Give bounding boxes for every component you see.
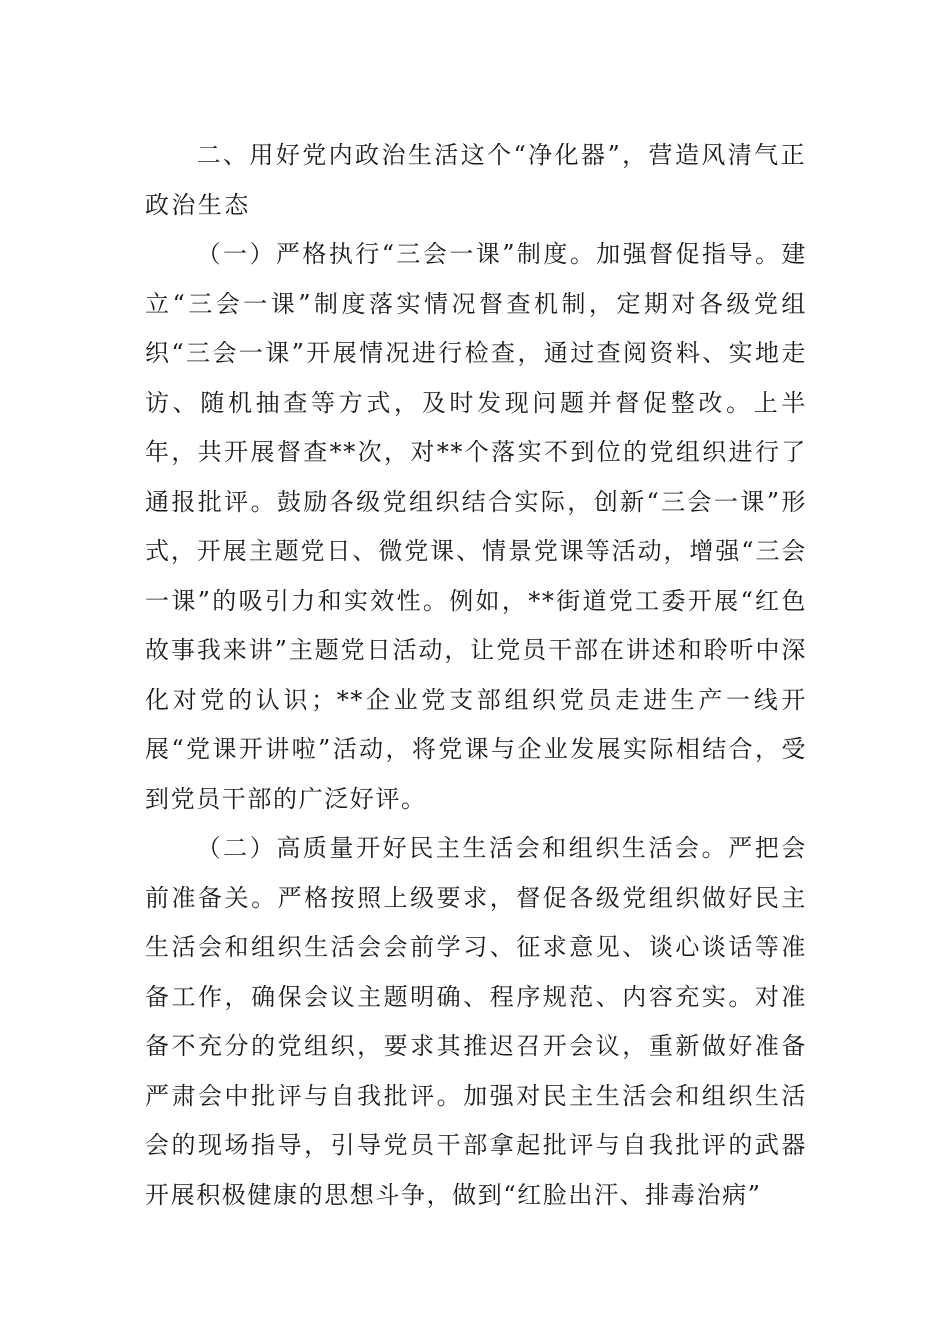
paragraph-democratic-life-meeting: （二）高质量开好民主生活会和组织生活会。严把会前准备关。严格按照上级要求，督促各级党组织做好民主生活会和组织生活会会前学习、征求意见、谈心谈话等准备工作，确保会议主题明确、程序规范、内容充实。对准备不充分的党组织，要求其推迟召开会议，重新做好准备严肃会中批评与自我批评。加强对民主生活会和组织生活会的现场指导，引导党员干部拿起批评与自我批评的武器开展积极健康的思想斗争，做到“红脸出汗、排毒治病” — [145, 834, 807, 1209]
paragraph-three-meetings-one-lesson: （一）严格执行“三会一课”制度。加强督促指导。建立“三会一课”制度落实情况督查机制，定期对各级党组织“三会一课”开展情况进行检查，通过查阅资料、实地走访、随机抽查等方式，及时发现问题并督促整改。上半年，共开展督查**次，对**个落实不到位的党组织进行了通报批评。鼓励各级党组织结合实际，创新“三会一课”形式，开展主题党日、微党课、情景党课等活动，增强“三会一课”的吸引力和实效性。例如，**街道党工委开展“红色故事我来讲”主题党日活动，让党员干部在讲述和聆听中深化对党的认识；**企业党支部组织党员走进生产一线开展“党课开讲啦”活动，将党课与企业发展实际相结合，受到党员干部的广泛好评。 — [145, 240, 807, 813]
document-body — [145, 131, 807, 1220]
section-heading: 二、用好党内政治生活这个“净化器”，营造风清气正政治生态 — [145, 141, 807, 219]
